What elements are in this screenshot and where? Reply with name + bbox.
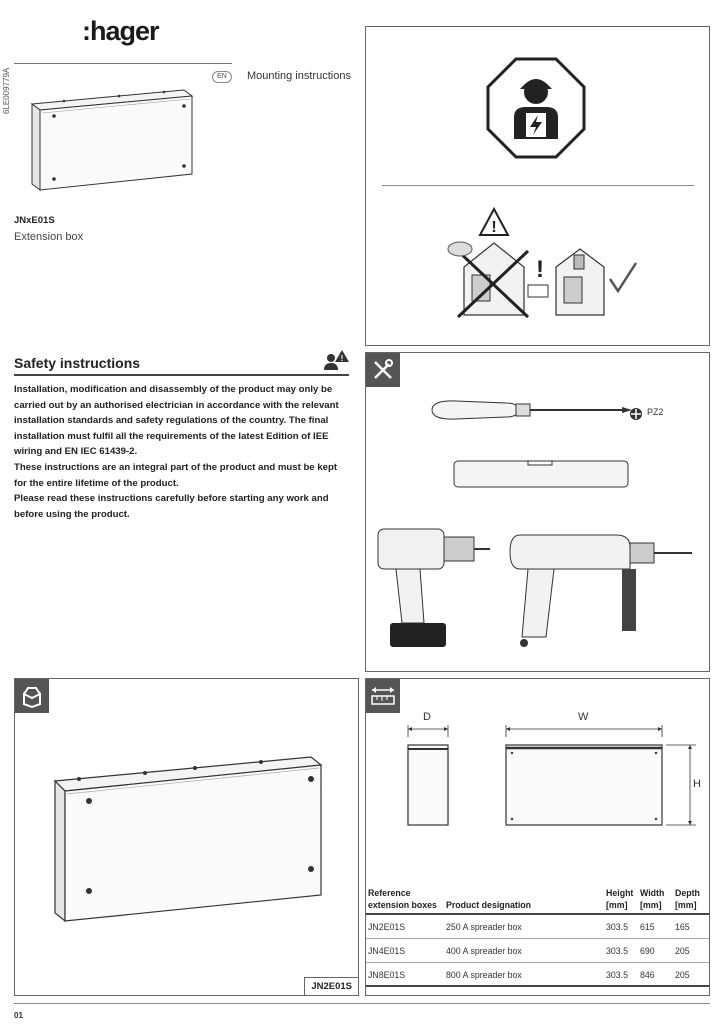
screwdriver-label: PZ2 [647, 407, 664, 417]
col-width-line-2: [mm] [640, 900, 662, 910]
tools-icon [371, 358, 395, 382]
col-width-line-1: Width [640, 888, 665, 898]
electrician-icon [486, 57, 586, 161]
document-number: 6LE009779A [2, 68, 11, 115]
electrician-panel [365, 26, 710, 346]
table-row [366, 939, 709, 963]
row-width: 615 [640, 922, 655, 932]
row-width: 690 [640, 946, 655, 956]
extension-box-illustration [49, 749, 339, 929]
col-depth [675, 887, 700, 911]
row-depth: 205 [675, 970, 690, 980]
row-height: 303.5 [606, 922, 629, 932]
width-label: W [578, 711, 589, 723]
header-rule [14, 63, 232, 64]
svg-text:!: ! [340, 354, 344, 363]
table-row [366, 915, 709, 939]
tools-tag [366, 353, 400, 387]
row-width: 846 [640, 970, 655, 980]
col-height [606, 887, 633, 911]
col-depth-line-2: [mm] [675, 900, 697, 910]
col-ref-line-1: Reference [368, 888, 411, 898]
pozidriv-icon [629, 407, 643, 421]
document-type: Mounting instructions [247, 70, 351, 82]
safety-paragraph-2: These instructions are an integral part of the product and must be kept for the entire lifetime of the product. [14, 461, 338, 489]
svg-text:!: ! [491, 219, 497, 236]
row-ref: JN8E01S [368, 970, 406, 980]
col-designation: Product designation [446, 900, 532, 910]
dimension-drawing [366, 709, 709, 834]
col-depth-line-1: Depth [675, 888, 700, 898]
model-label: JN2E01S [304, 977, 358, 995]
footer-rule [14, 1003, 710, 1004]
dimensions-table [366, 885, 709, 987]
package-tag [15, 679, 49, 713]
safety-warning-icon [322, 348, 350, 372]
panel-divider [382, 185, 694, 186]
row-depth: 165 [675, 922, 690, 932]
table-row [366, 963, 709, 987]
row-designation: 400 A spreader box [446, 946, 522, 956]
safety-paragraph-1: Installation, modification and disassembly of the product may only be carried out by an authorised electrician in accordance with the relevant installation standards and safety regulations of the country. The final installation must fulfil all the requirements of the latest Edition of IEE wiring and EN IEC 61439-2. [14, 384, 339, 458]
page-number: 01 [14, 1011, 23, 1020]
row-designation: 800 A spreader box [446, 970, 522, 980]
row-depth: 205 [675, 946, 690, 956]
row-ref: JN4E01S [368, 946, 406, 956]
depth-label: D [423, 711, 431, 723]
product-box-illustration [24, 84, 200, 194]
ruler-icon [370, 684, 396, 708]
height-label: H [693, 778, 701, 790]
screwdriver-icon [426, 397, 646, 423]
row-designation: 250 A spreader box [446, 922, 522, 932]
hager-logo: :hager [82, 16, 159, 46]
row-height: 303.5 [606, 946, 629, 956]
col-width [640, 887, 664, 911]
row-ref: JN2E01S [368, 922, 406, 932]
package-panel [14, 678, 359, 996]
tools-panel [365, 352, 710, 672]
col-ref-line-2: extension boxes [368, 900, 437, 910]
cordless-drill-icon [376, 523, 496, 653]
safety-paragraph-3: Please read these instructions carefully before starting any work and before using the product. [14, 493, 329, 520]
svg-text:!: ! [536, 256, 544, 283]
col-ref [368, 887, 437, 911]
col-height-line-1: Height [606, 888, 634, 898]
hammer-drill-icon [506, 525, 696, 655]
dimensions-tag [366, 679, 400, 713]
safety-rule [14, 374, 349, 376]
house-warning-illustration [444, 207, 644, 322]
open-box-icon [20, 684, 44, 708]
row-height: 303.5 [606, 970, 629, 980]
product-name: Extension box [14, 231, 84, 243]
safety-text [14, 382, 350, 522]
col-height-line-2: [mm] [606, 900, 628, 910]
product-reference: JNxE01S [14, 215, 55, 226]
dimensions-panel [365, 678, 710, 996]
table-header [366, 885, 709, 915]
spirit-level-icon [452, 459, 632, 489]
safety-title: Safety instructions [14, 355, 141, 371]
language-badge: EN [212, 71, 232, 83]
